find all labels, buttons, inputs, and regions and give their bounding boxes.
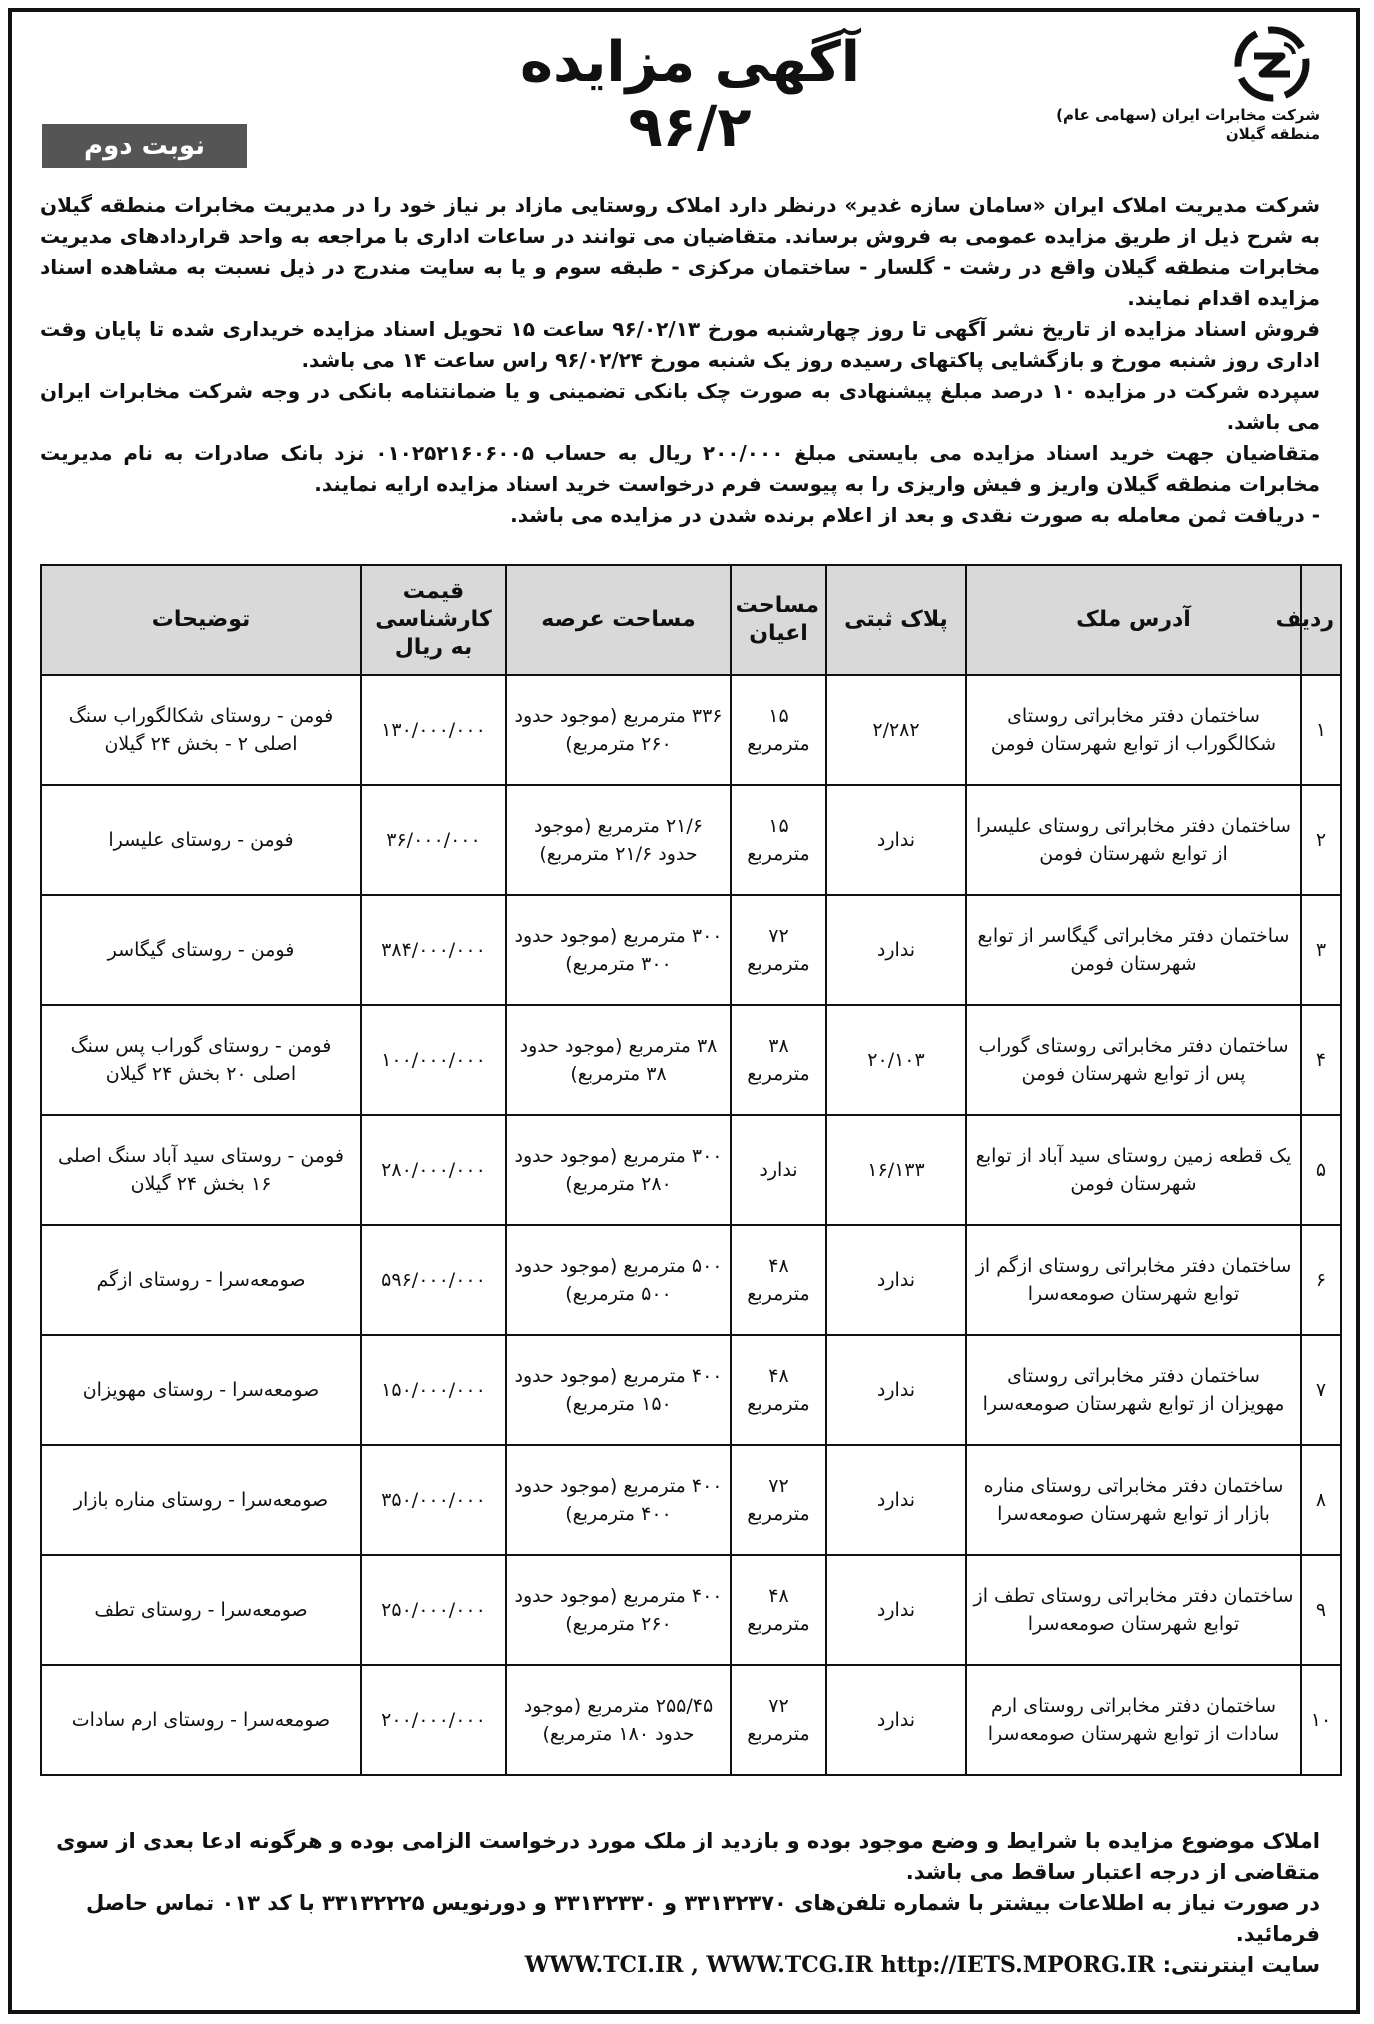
table-header-row xyxy=(41,565,1341,675)
cell-price: ۲۸۰/۰۰۰/۰۰۰ xyxy=(361,1115,506,1225)
cell-price: ۲۵۰/۰۰۰/۰۰۰ xyxy=(361,1555,506,1665)
cell-address: ساختمان دفتر مخابراتی روستای علیسرا از توابع شهرستان فومن xyxy=(966,785,1301,895)
cell-plate: ندارد xyxy=(826,1225,966,1335)
notice-title: آگهی مزایده ۹۶/۲ xyxy=(519,30,861,160)
contact-note: در صورت نیاز به اطلاعات بیشتر با شماره تلفن‌های ۳۳۱۳۲۳۷۰ و ۳۳۱۳۲۳۳۰ و دورنویس ۳۳۱۳۲۲۲۵ با کد ۰۱۳ تماس حاصل فرمائید. xyxy=(86,1891,1320,1946)
cell-price: ۳۶/۰۰۰/۰۰۰ xyxy=(361,785,506,895)
cell-row-number: ۵ xyxy=(1301,1115,1341,1225)
footer-text xyxy=(40,1826,1320,1981)
cell-row-number: ۱ xyxy=(1301,675,1341,785)
table-row xyxy=(41,1665,1341,1775)
table-row xyxy=(41,1555,1341,1665)
cell-description: صومعه‌سرا - روستای ازگم xyxy=(41,1225,361,1335)
cell-price: ۱۳۰/۰۰۰/۰۰۰ xyxy=(361,675,506,785)
cell-land-area: ۳۰۰ مترمربع (موجود حدود ۳۰۰ مترمربع) xyxy=(506,895,731,1005)
cell-description: فومن - روستای شکالگوراب سنگ اصلی ۲ - بخش ۲۴ گیلان xyxy=(41,675,361,785)
header-address: آدرس ملک xyxy=(966,565,1301,675)
cell-building-area: ۷۲ مترمربع xyxy=(731,1445,826,1555)
table-row xyxy=(41,1115,1341,1225)
cell-price: ۳۵۰/۰۰۰/۰۰۰ xyxy=(361,1445,506,1555)
cell-building-area: ۴۸ مترمربع xyxy=(731,1335,826,1445)
header-price: قیمت کارشناسی به ریال xyxy=(361,565,506,675)
cell-price: ۵۹۶/۰۰۰/۰۰۰ xyxy=(361,1225,506,1335)
intro-text xyxy=(40,190,1320,531)
cell-land-area: ۴۰۰ مترمربع (موجود حدود ۴۰۰ مترمربع) xyxy=(506,1445,731,1555)
cell-address: یک قطعه زمین روستای سید آباد از توابع شهرستان فومن xyxy=(966,1115,1301,1225)
website-line xyxy=(40,1950,1320,1981)
cell-description: فومن - روستای علیسرا xyxy=(41,785,361,895)
cell-plate: ندارد xyxy=(826,895,966,1005)
properties-table xyxy=(40,564,1342,1776)
cell-plate: ۲/۲۸۲ xyxy=(826,675,966,785)
cell-description: فومن - روستای سید آباد سنگ اصلی ۱۶ بخش ۲۴ گیلان xyxy=(41,1115,361,1225)
cell-plate: ۱۶/۱۳۳ xyxy=(826,1115,966,1225)
cell-plate: ندارد xyxy=(826,1445,966,1555)
table-row xyxy=(41,675,1341,785)
table-row xyxy=(41,895,1341,1005)
cell-land-area: ۴۰۰ مترمربع (موجود حدود ۱۵۰ مترمربع) xyxy=(506,1335,731,1445)
cell-description: صومعه‌سرا - روستای تطف xyxy=(41,1555,361,1665)
cell-building-area: ۳۸ مترمربع xyxy=(731,1005,826,1115)
cell-price: ۱۰۰/۰۰۰/۰۰۰ xyxy=(361,1005,506,1115)
cell-land-area: ۴۰۰ مترمربع (موجود حدود ۲۶۰ مترمربع) xyxy=(506,1555,731,1665)
cell-address: ساختمان دفتر مخابراتی گیگاسر از توابع شهرستان فومن xyxy=(966,895,1301,1005)
cell-description: صومعه‌سرا - روستای ارم سادات xyxy=(41,1665,361,1775)
cell-building-area: ۷۲ مترمربع xyxy=(731,895,826,1005)
cell-land-area: ۵۰۰ مترمربع (موجود حدود ۵۰۰ مترمربع) xyxy=(506,1225,731,1335)
cell-description: فومن - روستای گوراب پس سنگ اصلی ۲۰ بخش ۲۴ گیلان xyxy=(41,1005,361,1115)
cell-price: ۲۰۰/۰۰۰/۰۰۰ xyxy=(361,1665,506,1775)
round-badge: نوبت دوم xyxy=(42,124,247,168)
company-logo xyxy=(1056,26,1320,144)
cell-land-area: ۲۵۵/۴۵ مترمربع (موجود حدود ۱۸۰ مترمربع) xyxy=(506,1665,731,1775)
cell-row-number: ۲ xyxy=(1301,785,1341,895)
header-description: توضیحات xyxy=(41,565,361,675)
cell-address: ساختمان دفتر مخابراتی روستای مهویزان از توابع شهرستان صومعه‌سرا xyxy=(966,1335,1301,1445)
table-row xyxy=(41,1005,1341,1115)
cell-plate: ندارد xyxy=(826,1335,966,1445)
table-row xyxy=(41,785,1341,895)
tci-logo-icon xyxy=(1234,26,1310,102)
cell-row-number: ۱۰ xyxy=(1301,1665,1341,1775)
table-row xyxy=(41,1335,1341,1445)
cell-price: ۱۵۰/۰۰۰/۰۰۰ xyxy=(361,1335,506,1445)
cell-land-area: ۳۰۰ مترمربع (موجود حدود ۲۸۰ مترمربع) xyxy=(506,1115,731,1225)
cell-building-area: ۷۲ مترمربع xyxy=(731,1665,826,1775)
website-urls[interactable]: WWW.TCI.IR , WWW.TCG.IR http://IETS.MPORG.IR xyxy=(524,1952,1156,1978)
cell-address: ساختمان دفتر مخابراتی روستای ارم سادات از توابع شهرستان صومعه‌سرا xyxy=(966,1665,1301,1775)
cell-description: صومعه‌سرا - روستای مهویزان xyxy=(41,1335,361,1445)
company-region: منطقه گیلان xyxy=(1225,125,1320,143)
cell-address: ساختمان دفتر مخابراتی روستای گوراب پس از توابع شهرستان فومن xyxy=(966,1005,1301,1115)
intro-paragraph: متقاضیان جهت خرید اسناد مزایده می بایستی مبلغ ۲۰۰/۰۰۰ ریال به حساب ۰۱۰۲۵۲۱۶۰۶۰۰۵ نزد بانک صادرات به نام مدیریت مخابرات منطقه گیلان واریز و فیش واریزی را به پیوست فرم درخواست خرید اسناد مزایده ارایه نمایند. xyxy=(40,441,1321,496)
cell-row-number: ۷ xyxy=(1301,1335,1341,1445)
website-label: سایت اینترنتی: xyxy=(1162,1953,1320,1977)
cell-row-number: ۸ xyxy=(1301,1445,1341,1555)
header-row-number: ردیف xyxy=(1301,565,1341,675)
intro-paragraph: شرکت مدیریت املاک ایران «سامان سازه غدیر» درنظر دارد املاک روستایی مازاد بر نیاز خود را در مدیریت مخابرات منطقه گیلان به شرح ذیل از طریق مزایده عمومی به فروش برساند. متقاضیان می توانند در ساعات اداری با مراجعه به واحد قراردادهای مدیریت مخابرات منطقه گیلان واقع در رشت - گلسار - ساختمان مرکزی - طبقه سوم و یا به سایت مندرج در ذیل نسبت به مشاهده اسناد مزایده اقدام نمایند. xyxy=(40,193,1320,310)
cell-plate: ندارد xyxy=(826,1555,966,1665)
cell-description: فومن - روستای گیگاسر xyxy=(41,895,361,1005)
cell-building-area: ۴۸ مترمربع xyxy=(731,1225,826,1335)
cell-plate: ندارد xyxy=(826,1665,966,1775)
cell-price: ۳۸۴/۰۰۰/۰۰۰ xyxy=(361,895,506,1005)
intro-paragraph: سپرده شرکت در مزایده ۱۰ درصد مبلغ پیشنهادی به صورت چک بانکی تضمینی و یا ضمانتنامه بانکی در وجه شرکت مخابرات ایران می باشد. xyxy=(40,379,1320,434)
company-name: شرکت مخابرات ایران (سهامی عام) xyxy=(1056,106,1320,124)
cell-building-area: ۱۵ مترمربع xyxy=(731,675,826,785)
cell-address: ساختمان دفتر مخابراتی روستای شکالگوراب از توابع شهرستان فومن xyxy=(966,675,1301,785)
table-row xyxy=(41,1445,1341,1555)
cell-building-area: ۱۵ مترمربع xyxy=(731,785,826,895)
conditions-note: املاک موضوع مزایده با شرایط و وضع موجود بوده و بازدید از ملک مورد درخواست الزامی بوده و هرگونه ادعا بعدی از سوی متقاضی از درجه اعتبار ساقط می باشد. xyxy=(56,1829,1320,1884)
header-land-area: مساحت عرصه xyxy=(506,565,731,675)
header-plate: پلاک ثبتی xyxy=(826,565,966,675)
cell-address: ساختمان دفتر مخابراتی روستای تطف از توابع شهرستان صومعه‌سرا xyxy=(966,1555,1301,1665)
cell-row-number: ۶ xyxy=(1301,1225,1341,1335)
intro-paragraph: فروش اسناد مزایده از تاریخ نشر آگهی تا روز چهارشنبه مورخ ۹۶/۰۲/۱۳ ساعت ۱۵ تحویل اسناد مزایده خریداری شده تا پایان وقت اداری روز شنبه مورخ و بازگشایی پاکتهای رسیده روز یک شنبه مورخ ۹۶/۰۲/۲۴ راس ساعت ۱۴ می باشد. xyxy=(40,317,1320,372)
cell-building-area: ۴۸ مترمربع xyxy=(731,1555,826,1665)
cell-address: ساختمان دفتر مخابراتی روستای ازگم از توابع شهرستان صومعه‌سرا xyxy=(966,1225,1301,1335)
cell-land-area: ۳۸ مترمربع (موجود حدود ۳۸ مترمربع) xyxy=(506,1005,731,1115)
cell-land-area: ۲۱/۶ مترمربع (موجود حدود ۲۱/۶ مترمربع) xyxy=(506,785,731,895)
cell-description: صومعه‌سرا - روستای مناره بازار xyxy=(41,1445,361,1555)
cell-row-number: ۴ xyxy=(1301,1005,1341,1115)
table-row xyxy=(41,1225,1341,1335)
cell-address: ساختمان دفتر مخابراتی روستای مناره بازار از توابع شهرستان صومعه‌سرا xyxy=(966,1445,1301,1555)
cell-plate: ندارد xyxy=(826,785,966,895)
cell-building-area: ندارد xyxy=(731,1115,826,1225)
cell-row-number: ۹ xyxy=(1301,1555,1341,1665)
intro-paragraph: - دریافت ثمن معامله به صورت نقدی و بعد از اعلام برنده شدن در مزایده می باشد. xyxy=(510,503,1320,527)
cell-plate: ۲۰/۱۰۳ xyxy=(826,1005,966,1115)
cell-land-area: ۳۳۶ مترمربع (موجود حدود ۲۶۰ مترمربع) xyxy=(506,675,731,785)
header-building-area: مساحت اعیان xyxy=(731,565,826,675)
cell-row-number: ۳ xyxy=(1301,895,1341,1005)
